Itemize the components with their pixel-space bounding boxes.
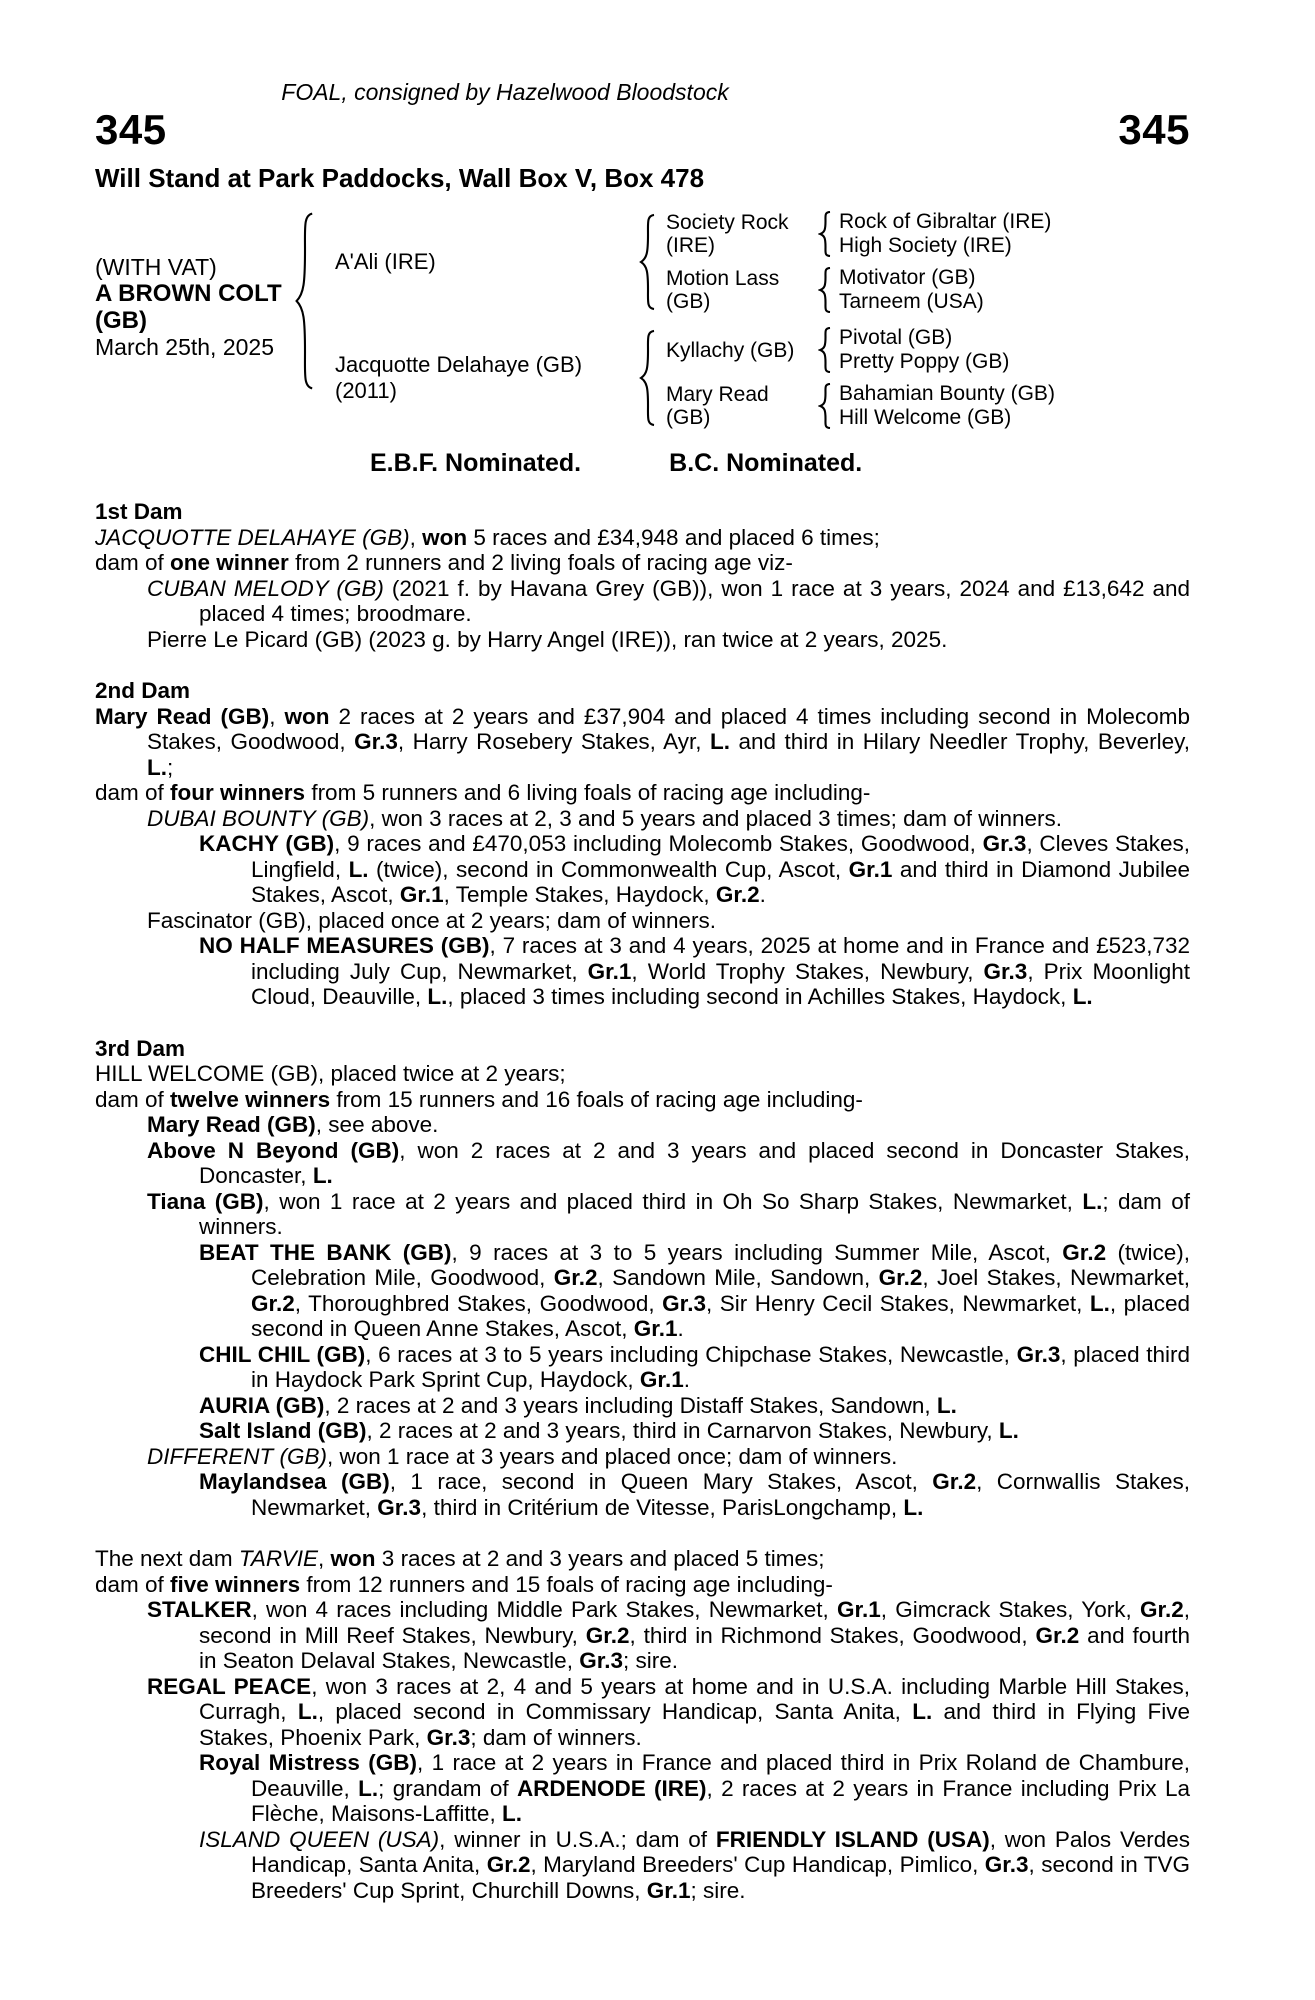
text-run: ; sire. <box>622 1648 678 1673</box>
text-run: , <box>318 1546 331 1571</box>
text-run: Gr.3 <box>377 1494 422 1520</box>
catalogue-paragraph <box>95 1112 1190 1138</box>
lot-number-right: 345 <box>1118 106 1190 153</box>
pedigree-section <box>95 499 1190 652</box>
gen2-name: Motion Lass (GB) <box>666 267 780 313</box>
text-run: Gr.1 <box>587 958 632 984</box>
text-run: (twice), Celebration Mile, Goodwood, <box>251 1239 1190 1290</box>
text-run: Gr.2 <box>1062 1239 1107 1265</box>
pedigree-section <box>95 1036 1190 1521</box>
text-run: , Prix Moonlight Cloud, Deauville, <box>251 958 1190 1009</box>
text-run: L. <box>710 729 730 754</box>
text-run: KACHY (GB) <box>199 831 335 856</box>
gen2-unit <box>658 326 1055 374</box>
catalogue-paragraph <box>95 1674 1190 1751</box>
text-run: dam of <box>95 780 171 805</box>
dam-year: (2011) <box>335 378 397 403</box>
catalogue-paragraph <box>95 704 1190 781</box>
text-run: Pierre Le Picard (GB) (2023 g. by Harry Angel (IRE)), ran twice at 2 years, 2025. <box>147 626 948 652</box>
gen2-name: Mary Read (GB) <box>666 383 769 429</box>
gen3-name: Bahamian Bounty (GB) <box>839 382 1055 405</box>
text-run: and fourth in Seaton Delaval Stakes, Newcastle, <box>199 1622 1190 1673</box>
colt-info-block <box>95 210 293 430</box>
catalogue-paragraph <box>95 1061 1190 1087</box>
pedigree-section <box>95 1546 1190 1903</box>
text-run: ; grandam of <box>378 1775 517 1801</box>
text-run: Gr.1 <box>646 1877 691 1903</box>
sire-branch <box>317 210 1055 314</box>
gen3-name: High Society (IRE) <box>839 234 1012 257</box>
dam-name: Jacquotte Delahaye (GB) <box>335 352 583 377</box>
catalogue-paragraph <box>95 525 1190 551</box>
text-run: won <box>330 1546 376 1571</box>
gen2-unit <box>658 382 1055 430</box>
consignor-line: FOAL, consigned by Hazelwood Bloodstock <box>281 79 729 105</box>
text-run: Gr.1 <box>399 882 444 907</box>
text-run: , won 1 race at 3 years and placed once; dam of winners. <box>327 1443 898 1469</box>
text-run: CUBAN MELODY (GB) <box>147 575 384 601</box>
text-run: ISLAND QUEEN (USA) <box>199 1826 440 1852</box>
text-run: Gr.1 <box>836 1597 881 1622</box>
text-run: L. <box>427 984 448 1009</box>
text-run: , Sir Henry Cecil Stakes, Newmarket, <box>705 1290 1090 1316</box>
pedigree-section <box>95 678 1190 1010</box>
catalogue-paragraph <box>95 1546 1190 1572</box>
catalogue-paragraph <box>95 1750 1190 1827</box>
ebf-nominated-label: E.B.F. Nominated. <box>370 449 582 477</box>
catalogue-paragraph <box>95 1138 1190 1189</box>
gen3-name: Motivator (GB) <box>839 266 976 289</box>
text-run: STALKER <box>147 1597 252 1622</box>
catalogue-paragraph <box>95 1393 1190 1419</box>
catalogue-paragraph <box>95 1418 1190 1444</box>
text-run: , 2 races at 2 and 3 years, third in Carnarvon Stakes, Newbury, <box>366 1418 999 1443</box>
text-run: L. <box>1089 1290 1110 1316</box>
text-run: Gr.3 <box>354 729 398 754</box>
section-heading: 3rd Dam <box>95 1035 186 1061</box>
sire-name: A'Ali (IRE) <box>335 249 436 274</box>
catalogue-paragraph <box>95 1087 1190 1113</box>
text-run: Gr.1 <box>848 856 893 882</box>
text-run: ; dam of winners. <box>199 1188 1190 1239</box>
text-run: , Thoroughbred Stakes, Goodwood, <box>294 1290 663 1316</box>
text-run: won <box>422 524 468 550</box>
catalogue-paragraph <box>95 780 1190 806</box>
text-run: , 7 races at 3 and 4 years, 2025 at home and in France and £523,732 including July Cup, Newmarket, <box>251 933 1190 984</box>
text-run: AURIA (GB) <box>199 1392 325 1418</box>
text-run: , 6 races at 3 to 5 years including Chipchase Stakes, Newcastle, <box>365 1341 1017 1367</box>
text-run: , Cleves Stakes, Lingfield, <box>251 831 1190 882</box>
text-run: , Gimcrack Stakes, York, <box>880 1597 1140 1622</box>
catalogue-paragraph <box>95 1240 1190 1342</box>
text-run: , Maryland Breeders' Cup Handicap, Pimlico, <box>530 1852 985 1877</box>
text-run: L. <box>297 1699 318 1724</box>
catalogue-paragraph <box>95 1189 1190 1240</box>
text-run: won <box>284 703 330 729</box>
text-run: L. <box>501 1801 522 1826</box>
catalogue-paragraph <box>95 1572 1190 1598</box>
text-run: four winners <box>170 780 306 805</box>
text-run: , World Trophy Stakes, Newbury, <box>631 958 984 984</box>
brace-icon <box>638 213 658 311</box>
text-run: . <box>683 1367 690 1392</box>
text-run: Gr.2 <box>1139 1597 1184 1622</box>
text-run: Gr.1 <box>639 1367 684 1392</box>
dam-name-block <box>317 352 638 404</box>
text-run: , second in Mill Reef Stakes, Newbury, <box>199 1597 1190 1648</box>
brace-icon <box>818 327 833 373</box>
text-run: L. <box>936 1392 957 1418</box>
text-run: Mary Read (GB) <box>95 703 270 729</box>
text-run: L. <box>348 856 369 882</box>
brace-icon <box>293 210 317 392</box>
text-run: dam of <box>95 550 171 575</box>
text-run: L. <box>358 1775 379 1801</box>
text-run: , 9 races and £470,053 including Molecomb Stakes, Goodwood, <box>334 831 983 856</box>
text-run: and third in Hilary Needler Trophy, Beverley, <box>730 729 1190 754</box>
text-run: , won 3 races at 2, 4 and 5 years at home and in U.S.A. including Marble Hill Stakes, Curragh, <box>199 1673 1190 1724</box>
text-run: NO HALF MEASURES (GB) <box>199 933 490 958</box>
catalogue-paragraph <box>95 806 1190 832</box>
catalogue-paragraph <box>95 908 1190 934</box>
text-run: FRIENDLY ISLAND (USA) <box>715 1826 990 1852</box>
text-run: , won 4 races including Middle Park Stakes, Newmarket, <box>251 1597 837 1622</box>
text-run: 2 races at 2 years and £37,904 and placed 4 times including second in Molecomb Stakes, Goodwood, <box>147 703 1190 754</box>
text-run: Above N Beyond (GB) <box>147 1137 400 1163</box>
text-run: Tiana (GB) <box>147 1188 264 1214</box>
nomination-line <box>370 450 1190 477</box>
brace-icon <box>638 329 658 427</box>
bc-nominated-label: B.C. Nominated. <box>669 449 863 477</box>
text-run: one winner <box>170 550 289 575</box>
text-run: twelve winners <box>170 1086 331 1112</box>
text-run: ; dam of winners. <box>470 1724 642 1750</box>
text-run: DIFFERENT (GB) <box>147 1443 327 1469</box>
text-run: (twice), second in Commonwealth Cup, Ascot, <box>368 856 849 882</box>
section-heading: 2nd Dam <box>95 678 191 703</box>
text-run: L. <box>903 1494 924 1520</box>
text-run: , third in Critérium de Vitesse, ParisLongchamp, <box>421 1494 904 1520</box>
lot-number-left: 345 <box>95 106 167 153</box>
text-run: from 12 runners and 15 foals of racing age including- <box>300 1571 833 1597</box>
pedigree-tree <box>317 210 1055 430</box>
text-run: , placed second in Commissary Handicap, Santa Anita, <box>317 1699 913 1724</box>
gen2-unit <box>658 266 1051 314</box>
gen2-name: Society Rock (IRE) <box>666 211 789 257</box>
text-run: REGAL PEACE <box>147 1673 312 1699</box>
text-run: Mary Read (GB) <box>147 1112 316 1137</box>
text-run: Gr.3 <box>579 1648 623 1673</box>
text-run: , Temple Stakes, Haydock, <box>443 882 716 907</box>
gen2-unit <box>658 210 1051 258</box>
foal-date: March 25th, 2025 <box>95 334 275 360</box>
gen3-name: Tarneem (USA) <box>839 290 984 313</box>
text-run: ARDENODE (IRE) <box>516 1775 707 1801</box>
text-run: , placed third in Haydock Park Sprint Cup, Haydock, <box>251 1341 1190 1392</box>
text-run: and third in Diamond Jubilee Stakes, Ascot, <box>251 856 1190 907</box>
text-run: from 5 runners and 6 living foals of racing age including- <box>305 780 871 805</box>
sections <box>95 499 1190 1903</box>
text-run: , 1 race, second in Queen Mary Stakes, Ascot, <box>389 1469 933 1494</box>
text-run: , 2 races at 2 years in France including Prix La Flèche, Maisons-Laffitte, <box>251 1775 1190 1826</box>
text-run: L. <box>912 1699 933 1724</box>
stand-line: Will Stand at Park Paddocks, Wall Box V, Box 478 <box>95 163 705 193</box>
brace-icon <box>818 211 833 257</box>
text-run: Fascinator (GB), placed once at 2 years; dam of winners. <box>147 907 717 933</box>
text-run: Gr.2 <box>553 1265 598 1290</box>
text-run: L. <box>312 1163 333 1188</box>
text-run: Gr.2 <box>878 1265 923 1290</box>
gen2-name: Kyllachy (GB) <box>666 338 795 362</box>
text-run: (2021 f. by Havana Grey (GB)), won 1 race at 3 years, 2024 and £13,642 and placed 4 times; broodmare. <box>199 575 1191 626</box>
gen3-name: Rock of Gibraltar (IRE) <box>839 210 1052 233</box>
text-run: . <box>759 882 766 907</box>
catalogue-paragraph <box>95 1469 1190 1520</box>
text-run: , <box>269 703 285 729</box>
text-run: and third in Flying Five Stakes, Phoenix Park, <box>199 1699 1191 1750</box>
text-run: ; <box>167 754 174 780</box>
text-run: , won Palos Verdes Handicap, Santa Anita, <box>251 1826 1190 1877</box>
text-run: Gr.3 <box>662 1290 706 1316</box>
catalogue-paragraph <box>95 1827 1190 1904</box>
catalogue-paragraph <box>95 627 1190 653</box>
text-run: , <box>409 524 423 550</box>
text-run: dam of <box>95 1086 171 1112</box>
text-run: L. <box>1082 1188 1103 1214</box>
gen3-name: Pivotal (GB) <box>839 326 953 349</box>
text-run: . <box>677 1316 684 1341</box>
gen3-name: Hill Welcome (GB) <box>839 406 1012 429</box>
text-run: five winners <box>170 1571 301 1597</box>
brace-icon <box>818 267 833 313</box>
text-run: Gr.3 <box>426 1724 471 1750</box>
text-run: Royal Mistress (GB) <box>199 1750 417 1775</box>
pedigree-table <box>95 210 1190 430</box>
catalogue-paragraph <box>95 550 1190 576</box>
text-run: Gr.2 <box>486 1852 531 1877</box>
text-run: from 15 runners and 16 foals of racing age including- <box>330 1086 863 1112</box>
catalogue-paragraph <box>95 1444 1190 1470</box>
text-run: , Harry Rosebery Stakes, Ayr, <box>397 729 710 754</box>
text-run: , Sandown Mile, Sandown, <box>597 1265 879 1290</box>
text-run: Gr.3 <box>982 831 1027 856</box>
brace-icon <box>818 383 833 429</box>
lot-number-row <box>95 106 1190 153</box>
text-run: , placed 3 times including second in Achilles Stakes, Haydock, <box>447 984 1073 1009</box>
text-run: , placed second in Queen Anne Stakes, Ascot, <box>251 1290 1190 1341</box>
catalogue-paragraph <box>95 576 1190 627</box>
text-run: , Cornwallis Stakes, Newmarket, <box>251 1469 1190 1520</box>
text-run: BEAT THE BANK (GB) <box>199 1239 452 1265</box>
text-run: CHIL CHIL (GB) <box>199 1341 366 1367</box>
text-run: , won 2 races at 2 and 3 years and placed second in Doncaster Stakes, Doncaster, <box>199 1137 1190 1188</box>
text-run: Gr.3 <box>1016 1341 1061 1367</box>
text-run: TARVIE <box>238 1546 319 1571</box>
text-run: , won 3 races at 2, 3 and 5 years and placed 3 times; dam of winners. <box>369 805 1062 831</box>
text-run: , 2 races at 2 and 3 years including Distaff Stakes, Sandown, <box>324 1392 937 1418</box>
text-run: Gr.3 <box>983 958 1028 984</box>
catalogue-paragraph <box>95 933 1190 1010</box>
text-run: Gr.2 <box>715 882 760 907</box>
text-run: L. <box>998 1418 1019 1443</box>
text-run: Salt Island (GB) <box>199 1418 367 1443</box>
text-run: Gr.2 <box>585 1622 630 1648</box>
text-run: 3 races at 2 and 3 years and placed 5 times; <box>375 1546 825 1571</box>
text-run: , winner in U.S.A.; dam of <box>439 1826 716 1852</box>
text-run: , third in Richmond Stakes, Goodwood, <box>629 1622 1036 1648</box>
dam-branch <box>317 326 1055 430</box>
text-run: ; sire. <box>690 1877 746 1903</box>
text-run: Gr.1 <box>633 1316 678 1341</box>
text-run: Maylandsea (GB) <box>199 1469 390 1494</box>
catalogue-paragraph <box>95 831 1190 908</box>
section-heading: 1st Dam <box>95 499 183 524</box>
vat-note: (WITH VAT) <box>95 254 217 280</box>
text-run: dam of <box>95 1571 171 1597</box>
text-run: from 2 runners and 2 living foals of racing age viz- <box>288 550 793 575</box>
text-run: , 1 race at 2 years in France and placed third in Prix Roland de Chambure, Deauville, <box>251 1750 1190 1801</box>
text-run: , see above. <box>315 1112 439 1137</box>
text-run: Gr.2 <box>1035 1622 1080 1648</box>
text-run: L. <box>1072 984 1093 1009</box>
text-run: L. <box>147 754 167 780</box>
text-run: The next dam <box>95 1546 239 1571</box>
text-run: , 9 races at 3 to 5 years including Summer Mile, Ascot, <box>451 1239 1063 1265</box>
catalogue-paragraph <box>95 1342 1190 1393</box>
catalogue-paragraph <box>95 1597 1190 1674</box>
text-run: Gr.2 <box>251 1290 295 1316</box>
text-run: Gr.2 <box>932 1469 977 1494</box>
text-run: , second in TVG Breeders' Cup Sprint, Churchill Downs, <box>251 1852 1190 1903</box>
gen3-name: Pretty Poppy (GB) <box>839 350 1010 373</box>
text-run: JACQUOTTE DELAHAYE (GB) <box>95 524 410 550</box>
text-run: HILL WELCOME (GB), placed twice at 2 years; <box>95 1061 566 1086</box>
text-run: , won 1 race at 2 years and placed third in Oh So Sharp Stakes, Newmarket, <box>263 1188 1083 1214</box>
text-run: DUBAI BOUNTY (GB) <box>147 805 370 831</box>
colt-description: A BROWN COLT (GB) <box>95 280 282 334</box>
text-run: , Joel Stakes, Newmarket, <box>922 1265 1190 1290</box>
text-run: Gr.3 <box>984 1852 1029 1877</box>
text-run: 5 races and £34,948 and placed 6 times; <box>467 524 880 550</box>
